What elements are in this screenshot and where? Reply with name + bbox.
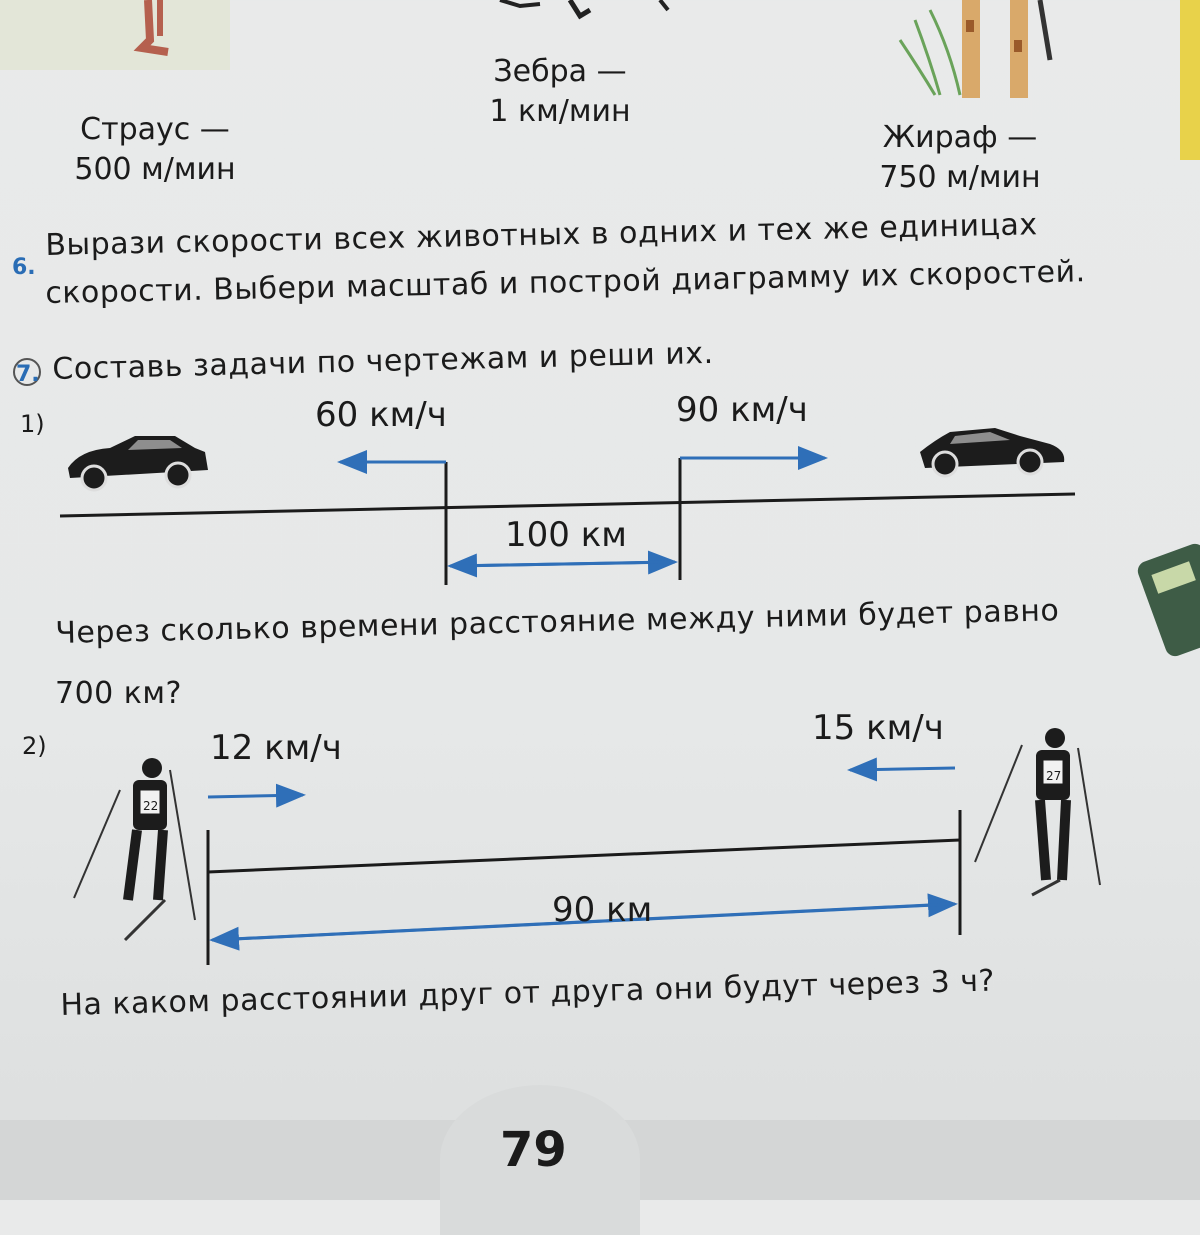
calculator-illustration — [1135, 541, 1200, 659]
problem2-diagram — [208, 768, 960, 965]
car-left-icon — [68, 436, 208, 490]
task6-number: 6. — [12, 255, 36, 280]
problem2-question: На каком расстоянии друг от друга они будут через 3 ч? — [60, 963, 996, 1023]
car-right-icon — [920, 428, 1064, 476]
problem2-distance: 90 км — [552, 890, 653, 930]
problem2-speed-right: 15 км/ч — [812, 708, 944, 748]
animal-caption-ostrich — [60, 110, 250, 190]
task6-line1: Вырази скорости всех животных в одних и тех же единицах — [45, 207, 1038, 263]
problem2-speed-left: 12 км/ч — [210, 728, 342, 768]
problem1-speed-right: 90 км/ч — [676, 390, 808, 430]
animal-speed: 1 км/мин — [489, 94, 631, 129]
svg-text:27: 27 — [1046, 769, 1062, 783]
task7-number: 7. — [16, 362, 40, 387]
problem1-speed-left: 60 км/ч — [315, 395, 447, 435]
task6-line2: скорости. Выбери масштаб и построй диаграмму их скоростей. — [45, 254, 1086, 311]
problem1-label: 1) — [20, 410, 45, 438]
animal-name: Зебра — — [493, 54, 627, 89]
zebra-illustration — [500, 0, 668, 16]
animal-speed: 750 м/мин — [879, 160, 1041, 195]
skier-left-icon — [74, 758, 195, 940]
problem2-label: 2) — [22, 732, 47, 760]
page-number: 79 — [500, 1122, 567, 1178]
skier-right-icon — [975, 728, 1100, 895]
ostrich-illustration — [0, 0, 230, 70]
problem1-distance: 100 км — [505, 515, 627, 555]
animal-caption-zebra — [460, 52, 660, 132]
svg-text:22: 22 — [143, 799, 159, 813]
animal-name: Страус — — [80, 112, 230, 147]
problem1-question-line2: 700 км? — [55, 676, 182, 711]
animal-caption-giraffe — [860, 118, 1060, 198]
animal-speed: 500 м/мин — [74, 152, 236, 187]
problem1-question-line1: Через сколько времени расстояние между ними будет равно — [55, 593, 1060, 651]
animal-name: Жираф — — [882, 120, 1038, 155]
task7-title: Составь задачи по чертежам и реши их. — [52, 335, 714, 387]
